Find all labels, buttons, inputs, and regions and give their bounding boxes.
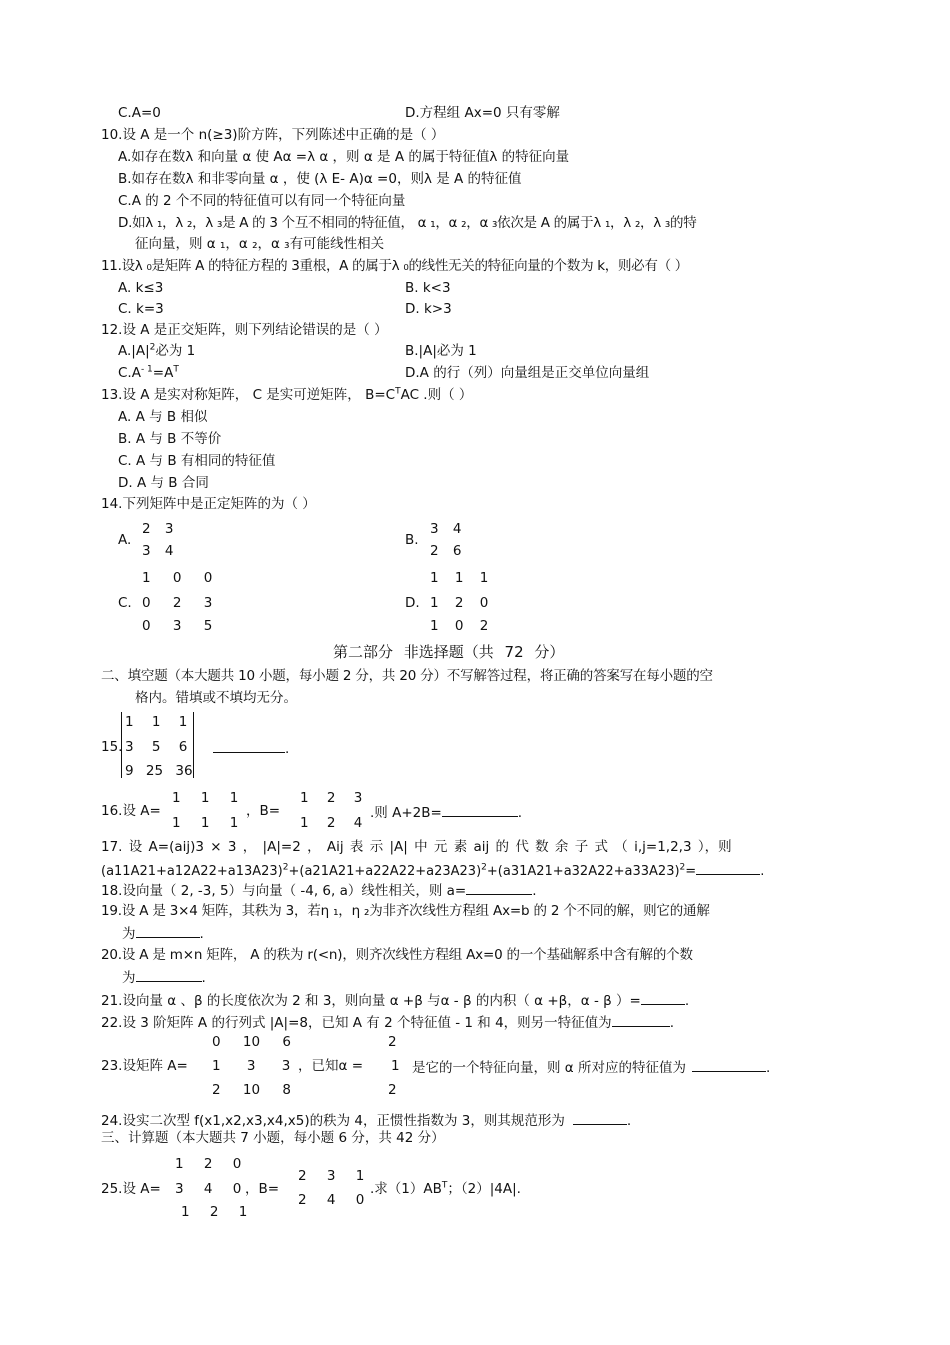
q13-option-d: D. A 与 B 合同: [118, 475, 209, 491]
matrix-row: 2 3: [142, 521, 174, 537]
q19-line2: 为 .: [122, 923, 204, 943]
q19-answer-blank[interactable]: [136, 923, 200, 938]
q16-mid: ，B=: [246, 803, 281, 819]
matrix-row: 1 0 0: [142, 570, 213, 586]
q12-option-a: $A.|A|^2$必为 1: [118, 342, 196, 359]
q11-option-c: C. k=3: [118, 301, 164, 317]
q10-option-d-line1: D.如λ ₁，λ ₂，λ ₃是 A 的 3 个互不相同的特征值， α ₁，α ₂，α ₃依次是 A 的属于λ ₁，λ ₂，λ ₃的特: [118, 215, 697, 231]
determinant-bar-right: [193, 712, 194, 778]
matrix-row: 2 3 1: [298, 1168, 365, 1184]
q14-stem: 14.下列矩阵中是正定矩阵的为（ ）: [101, 496, 316, 512]
matrix-row: 3 4: [430, 521, 462, 537]
q10-option-d-line2: 征向量，则 α ₁，α ₂，α ₃有可能线性相关: [135, 236, 385, 252]
q12-stem: 12.设 A 是正交矩阵，则下列结论错误的是（ ）: [101, 322, 388, 338]
matrix-row: 1 1 1: [125, 714, 188, 730]
matrix-row: 3 5 6: [125, 739, 188, 755]
matrix-row: 2 10 8: [212, 1082, 291, 1098]
q13-option-b: B. A 与 B 不等价: [118, 431, 222, 447]
q23-post: 是它的一个特征向量，则 α 所对应的特征值为 .: [412, 1057, 770, 1077]
matrix-row: 1 2 1: [181, 1204, 248, 1220]
q10-option-b: B.如存在数λ 和非零向量 α ，使 (λ E- A)α =0，则λ 是 A 的特征值: [118, 171, 522, 187]
q23-answer-blank[interactable]: [692, 1057, 766, 1072]
q14-option-b-label: B.: [405, 532, 419, 548]
q9-option-d: D.方程组 Ax=0 只有零解: [405, 105, 560, 121]
matrix-row: 1 2 0: [175, 1156, 242, 1172]
section3-instructions: 三、计算题（本大题共 7 小题，每小题 6 分，共 42 分）: [101, 1130, 445, 1146]
q18-text: 18.设向量（ 2, -3, 5）与向量（ -4, 6, a）线性相关，则 a= .: [101, 880, 537, 900]
q22-answer-blank[interactable]: [612, 1012, 670, 1027]
q22-text: 22.设 3 阶矩阵 A 的行列式 |A|=8，已知 A 有 2 个特征值 - 1 和 4，则另一特征值为 .: [101, 1012, 674, 1032]
matrix-row: 0 10 6: [212, 1034, 291, 1050]
q15-answer-blank[interactable]: .: [213, 738, 289, 758]
q25-prefix: 25.设 A=: [101, 1181, 161, 1197]
q20-answer-blank[interactable]: [136, 967, 202, 982]
q9-option-c: C.A=0: [118, 105, 161, 121]
q11-option-a: A. k≤3: [118, 280, 164, 296]
matrix-row: 1 2 3: [300, 790, 363, 806]
q11-stem: 11.设λ ₀是矩阵 A 的特征方程的 3重根，A 的属于λ ₀的线性无关的特征向量的个数为 k，则必有（ ）: [101, 258, 688, 274]
matrix-row: 0 3 5: [142, 618, 213, 634]
q23-prefix: 23.设矩阵 A=: [101, 1058, 188, 1074]
section2-instructions-line2: 格内。错填或不填均无分。: [135, 690, 297, 706]
matrix-row: 2 6: [430, 543, 462, 559]
matrix-row: 1 3 3: [212, 1058, 291, 1074]
q17-line2: $(a11A21+a12A22+a13A23)^2+(a21A21+a22A22+a23A23)^2+(a31A21+a32A22+a33A23)^2=$ .: [101, 860, 764, 881]
q12-option-d: D.A 的行（列）向量组是正交单位向量组: [405, 365, 650, 381]
q13-option-c: C. A 与 B 有相同的特征值: [118, 453, 276, 469]
q20-line1: 20.设 A 是 m×n 矩阵， A 的秩为 r(<n)，则齐次线性方程组 Ax=0 的一个基础解系中含有解的个数: [101, 947, 693, 963]
matrix-row: 3 4 0: [175, 1181, 242, 1197]
q15-label: 15.: [101, 739, 123, 755]
q16-post: .则 A+2B= .: [370, 802, 522, 822]
q25-mid: ，B=: [245, 1181, 280, 1197]
q24-answer-blank[interactable]: [573, 1110, 627, 1125]
q23-mid: ，已知α =: [298, 1058, 364, 1074]
q12-option-b: B.|A|必为 1: [405, 343, 477, 359]
q13-stem: 13.设 A 是实对称矩阵， C 是实可逆矩阵， $B=C^TAC$ .则（ ）: [101, 386, 473, 403]
q11-option-d: D. k>3: [405, 301, 452, 317]
matrix-row: 0 2 3: [142, 595, 213, 611]
matrix-row: 1 2 0: [430, 595, 489, 611]
q16-prefix: 16.设 A=: [101, 803, 161, 819]
matrix-row: 1 1 1: [430, 570, 489, 586]
q19-line1: 19.设 A 是 3×4 矩阵，其秩为 3，若η ₁，η ₂为非齐次线性方程组 Ax=b 的 2 个不同的解，则它的通解: [101, 903, 710, 919]
matrix-row: 1 2 4: [300, 815, 363, 831]
vector-row: 2: [388, 1034, 397, 1050]
matrix-row: 1 1 1: [172, 790, 239, 806]
matrix-row: 1 1 1: [172, 815, 239, 831]
matrix-row: 3 4: [142, 543, 174, 559]
q11-option-b: B. k<3: [405, 280, 451, 296]
q21-text: 21.设向量 α 、β 的长度依次为 2 和 3，则向量 α +β 与α - β 的内积（ α +β，α - β ）= .: [101, 990, 689, 1010]
q10-stem: 10.设 A 是一个 n(≥3)阶方阵，下列陈述中正确的是（ ）: [101, 127, 445, 143]
q14-option-d-label: D.: [405, 595, 420, 611]
section2-instructions-line1: 二、填空题（本大题共 10 小题，每小题 2 分，共 20 分）不写解答过程，将正确的答案写在每小题的空: [101, 668, 713, 684]
q24-text: 24.设实二次型 f(x1,x2,x3,x4,x5)的秩为 4，正惯性指数为 3，则其规范形为 .: [101, 1110, 631, 1130]
vector-row: 2: [388, 1082, 397, 1098]
matrix-row: 1 0 2: [430, 618, 489, 634]
matrix-row: 2 4 0: [298, 1192, 365, 1208]
matrix-row: 9 25 36: [125, 763, 193, 779]
q16-answer-blank[interactable]: [442, 802, 518, 817]
q17-answer-blank[interactable]: [696, 860, 760, 875]
q10-option-a: A.如存在数λ 和向量 α 使 Aα =λ α ，则 α 是 A 的属于特征值λ 的特征向量: [118, 149, 570, 165]
q17-line1: 17. 设 A=(aij)3 × 3 ， |A|=2 ， Aij 表 示 |A| 中 元 素 aij 的 代 数 余 子 式 （ i,j=1,2,3 ），则: [101, 839, 732, 855]
part2-heading: 第二部分 非选择题（共 72 分）: [333, 643, 565, 661]
determinant-bar-left: [121, 712, 122, 778]
q18-answer-blank[interactable]: [466, 880, 532, 895]
q14-option-a-label: A.: [118, 532, 132, 548]
q21-answer-blank[interactable]: [641, 990, 685, 1005]
q10-option-c: C.A 的 2 个不同的特征值可以有同一个特征向量: [118, 193, 406, 209]
q25-post: .求$(1)AB^T$；（2）|4A|.: [370, 1180, 521, 1197]
q14-option-c-label: C.: [118, 595, 132, 611]
q13-option-a: A. A 与 B 相似: [118, 409, 208, 425]
q20-line2: 为 .: [122, 967, 206, 987]
q12-option-c: $C.A^{- 1}=A^T$: [118, 364, 179, 381]
vector-row: 1: [391, 1058, 400, 1074]
